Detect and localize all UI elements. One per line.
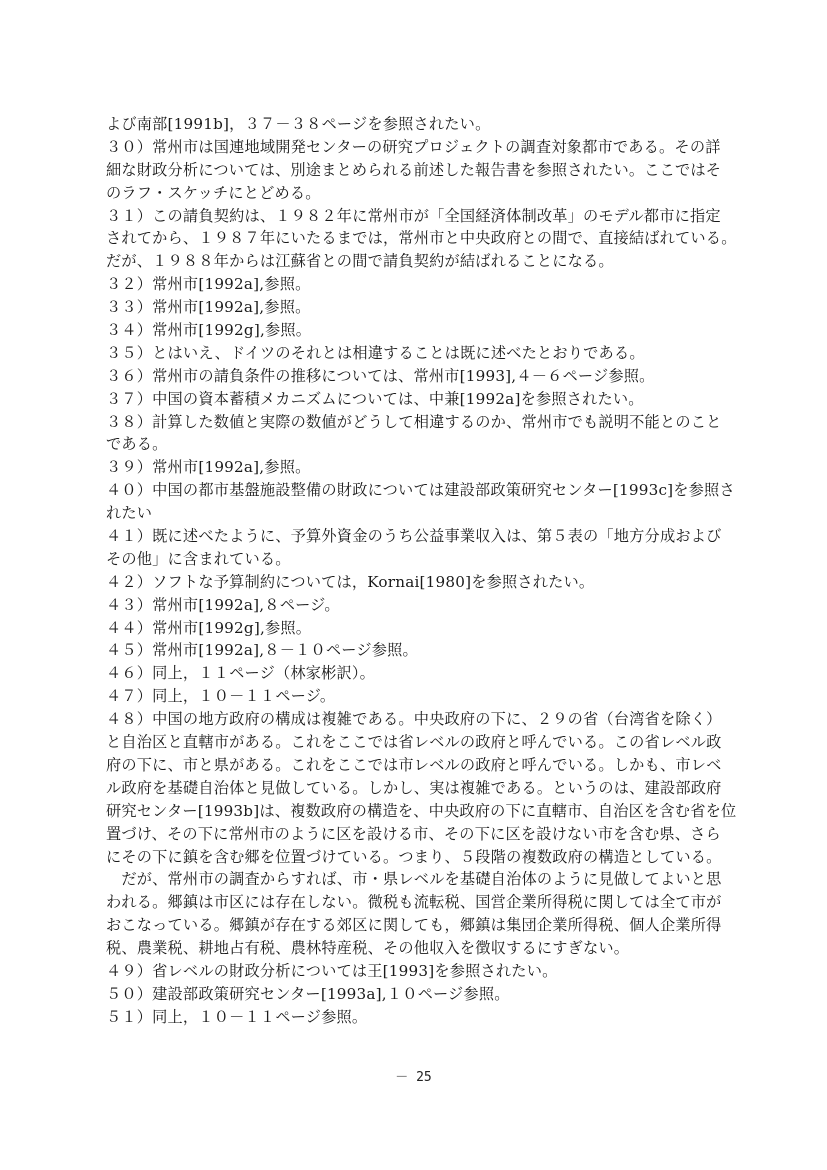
- text-line: ５１）同上，１０－１１ページ参照。: [106, 1007, 368, 1026]
- text-line: その他」に含まれている。: [106, 549, 291, 568]
- text-line: よび南部[1991b]，３７－３８ページを参照されたい。: [106, 115, 491, 133]
- text-line: されてから、１９８７年にいたるまでは，常州市と中央政府との間で、直接結ばれている。: [106, 229, 737, 248]
- text-line: ３０）常州市は国連地域開発センターの研究プロジェクトの調査対象都市である。その詳: [106, 137, 721, 156]
- text-line: れたい: [106, 504, 153, 523]
- text-line: ３４）常州市[1992g],参照。: [106, 321, 312, 340]
- text-line: ４２）ソフトな予算制約については，Kornai[1980]を参照されたい。: [106, 572, 595, 591]
- text-line: ４５）常州市[1992a],８－１０ページ参照。: [106, 641, 418, 660]
- text-line: である。: [106, 435, 168, 454]
- text-line: ３１）この請負契約は、１９８２年に常州市が「全国経済体制改革」のモデル都市に指定: [106, 206, 721, 225]
- text-line: ３６）常州市の請負条件の推移については、常州市[1993],４－６ページ参照。: [106, 366, 655, 385]
- text-line: ４０）中国の都市基盤施設整備の財政については建設部政策研究センター[1993c]を参照さ: [106, 481, 735, 500]
- text-line: ３３）常州市[1992a],参照。: [106, 298, 311, 317]
- text-line: ３７）中国の資本蓄積メカニズムについては、中兼[1992a]を参照されたい。: [106, 389, 644, 408]
- text-line: 税、農業税、耕地占有税、農林特産税、その他収入を徴収するにすぎない。: [106, 939, 630, 958]
- text-line: だが、常州市の調査からすれば、市・県レベルを基礎自治体のように見做してよいと思: [106, 870, 722, 889]
- text-line: ３９）常州市[1992a],参照。: [106, 458, 311, 477]
- text-line: 細な財政分析については、別途まとめられる前述した報告書を参照されたい。ここではそ: [106, 160, 722, 179]
- text-line: ４９）省レベルの財政分析については王[1993]を参照されたい。: [106, 961, 558, 980]
- text-line: にその下に鎮を含む郷を位置づけている。つまり、５段階の複数政府の構造としている。: [106, 847, 722, 866]
- text-line: ３５）とはいえ、ドイツのそれとは相違することは既に述べたとおりである。: [106, 343, 645, 362]
- text-line: だが、１９８８年からは江蘇省との間で請負契約が結ばれることになる。: [106, 252, 614, 271]
- text-line: ４３）常州市[1992a],８ページ。: [106, 595, 340, 614]
- text-line: われる。郷鎮は市区には存在しない。微税も流転税、国営企業所得税に関しては全て市が: [106, 893, 722, 912]
- text-line: ４６）同上，１１ページ（林家彬訳）。: [106, 664, 376, 683]
- text-line: ３２）常州市[1992a],参照。: [106, 275, 311, 294]
- text-line: 研究センター[1993b]は、複数政府の構造を、中央政府の下に直轄市、自治区を含む省を位: [106, 801, 737, 820]
- text-line: ４８）中国の地方政府の構成は複雑である。中央政府の下に、２９の省（台湾省を除く）: [106, 710, 722, 729]
- text-line: ４４）常州市[1992g],参照。: [106, 618, 312, 637]
- text-line: のラフ・スケッチにとどめる。: [106, 183, 321, 202]
- text-line: ル政府を基礎自治体と見做している。しかし、実は複雑である。というのは、建設部政府: [106, 778, 722, 797]
- text-line: ３８）計算した数値と実際の数値がどうして相違するのか、常州市でも説明不能とのこと: [106, 412, 722, 431]
- text-line: 府の下に、市と県がある。これをここでは市レベルの政府と呼んでいる。しかも、市レベ: [106, 755, 722, 774]
- text-line: ４１）既に述べたように、予算外資金のうち公益事業収入は、第５表の「地方分成および: [106, 527, 722, 546]
- page-number: － 25: [395, 1070, 432, 1085]
- text-line: ４７）同上，１０－１１ページ。: [106, 687, 336, 706]
- text-line: おこなっている。郷鎮が存在する郊区に関しても，郷鎮は集団企業所得税、個人企業所得: [106, 916, 722, 935]
- text-line: と自治区と直轄市がある。これをここでは省レベルの政府と呼んでいる。この省レベル政: [106, 733, 722, 752]
- text-line: ５０）建設部政策研究センター[1993a],１０ページ参照。: [106, 984, 510, 1003]
- page-body: [106, 113, 736, 1029]
- text-line: 置づけ、その下に常州市のように区を設ける市、その下に区を設けない市を含む県、さら: [106, 824, 721, 843]
